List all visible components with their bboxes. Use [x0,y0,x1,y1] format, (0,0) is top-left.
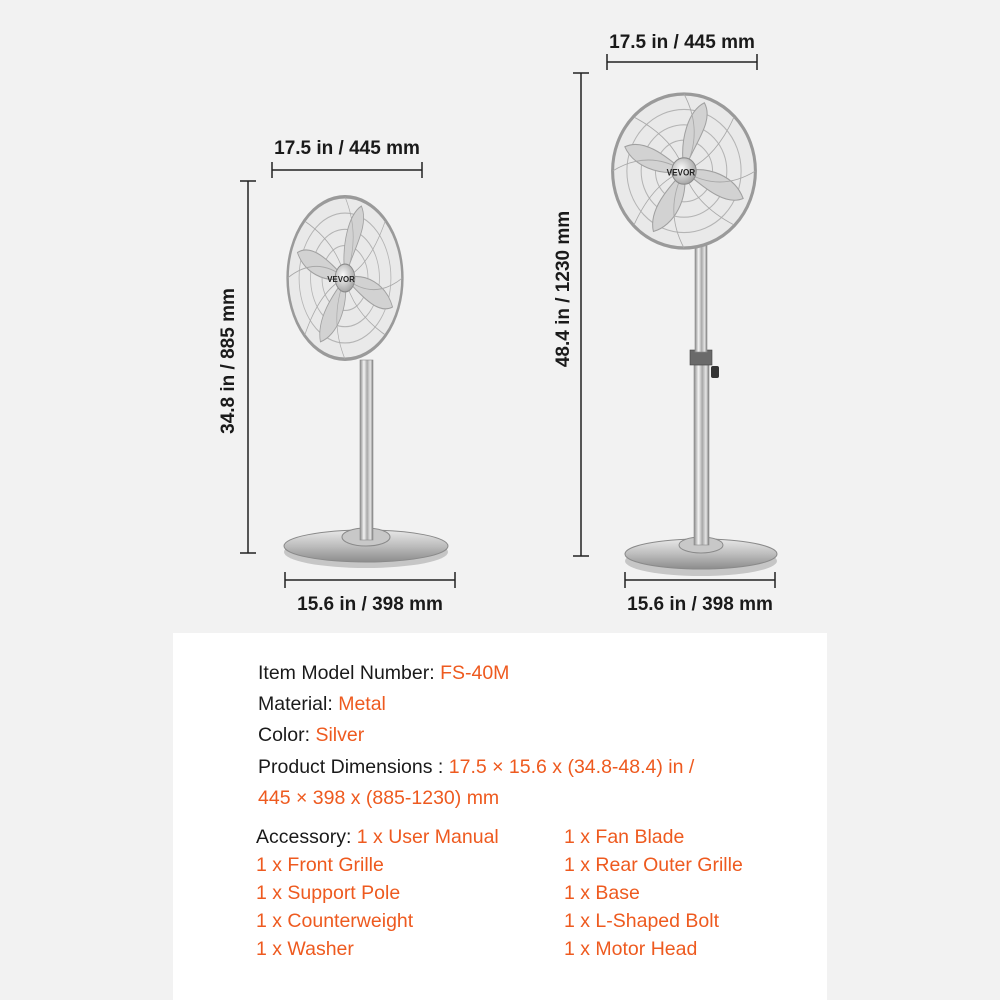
spec-material [258,692,386,716]
svg-text:VEVOR: VEVOR [666,167,696,178]
short-fan-head [288,197,403,359]
spec-dimensions-value-line2: 445 × 398 x (885-1230) mm [258,787,500,809]
spec-color [258,723,364,747]
short-fan-width-label: 17.5 in / 445 mm [274,138,420,159]
accessory-item: 1 x User Manual [356,826,499,848]
spec-model-value: FS-40M [440,662,510,684]
tall-fan-head [613,94,756,248]
spec-material-label: Material: [258,693,333,715]
accessory-item: 1 x Base [564,882,640,904]
short-fan-base-label: 15.6 in / 398 mm [297,594,443,615]
accessory-item: 1 x Counterweight [256,910,414,932]
accessory-item: 1 x Fan Blade [564,826,685,848]
tall-fan-width-label: 17.5 in / 445 mm [609,32,755,53]
accessory-item: 1 x Motor Head [564,938,698,960]
spec-dimensions [258,755,694,779]
tall-fan-base-label: 15.6 in / 398 mm [627,594,773,615]
short-fan [284,197,448,568]
spec-color-label: Color: [258,724,311,746]
spec-model-label: Item Model Number: [258,662,435,684]
short-fan-height-label: 34.8 in / 885 mm [218,288,239,434]
accessory-item: 1 x Rear Outer Grille [564,854,743,876]
tall-fan [613,94,777,576]
specs-panel [173,633,827,1000]
accessory-item: 1 x Support Pole [256,882,401,904]
accessory-item: 1 x L-Shaped Bolt [564,910,720,932]
spec-dimensions-value-line1: 17.5 × 15.6 x (34.8-48.4) in / [448,756,695,778]
spec-material-value: Metal [338,693,386,715]
tall-fan-height-label: 48.4 in / 1230 mm [553,210,574,368]
svg-text:VEVOR: VEVOR [327,274,355,285]
spec-accessory [256,825,499,849]
accessory-item: 1 x Washer [256,938,354,960]
spec-accessory-label: Accessory: [256,826,352,848]
accessory-item: 1 x Front Grille [256,854,384,876]
spec-dimensions-label: Product Dimensions : [258,756,444,778]
spec-color-value: Silver [315,724,365,746]
spec-model [258,661,509,685]
